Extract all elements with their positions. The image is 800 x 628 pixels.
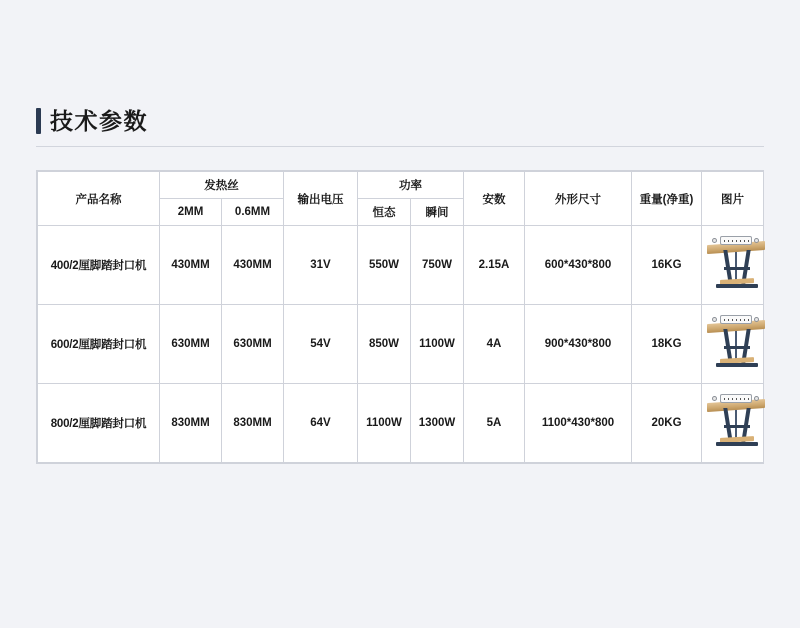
header-output-voltage: 输出电压	[284, 172, 358, 226]
cell-dimensions: 900*430*800	[525, 305, 632, 384]
title-divider	[36, 146, 764, 147]
cell-product-image	[702, 384, 764, 463]
sealing-machine-icon	[704, 392, 768, 454]
header-heating-wire: 发热丝	[160, 172, 284, 199]
cell-wire-06mm: 430MM	[222, 226, 284, 305]
cell-weight: 18KG	[632, 305, 702, 384]
cell-output-voltage: 31V	[284, 226, 358, 305]
cell-power-instant: 1300W	[411, 384, 464, 463]
page-title: 技术参数	[50, 107, 148, 134]
cell-wire-06mm: 830MM	[222, 384, 284, 463]
header-wire-2mm: 2MM	[160, 199, 222, 226]
table-row	[38, 226, 764, 305]
cell-dimensions: 600*430*800	[525, 226, 632, 305]
cell-weight: 20KG	[632, 384, 702, 463]
table-row	[38, 384, 764, 463]
header-power: 功率	[358, 172, 464, 199]
cell-wire-2mm: 830MM	[160, 384, 222, 463]
cell-current: 2.15A	[464, 226, 525, 305]
cell-wire-2mm: 630MM	[160, 305, 222, 384]
cell-current: 5A	[464, 384, 525, 463]
header-product-name: 产品名称	[38, 172, 160, 226]
cell-wire-06mm: 630MM	[222, 305, 284, 384]
cell-output-voltage: 64V	[284, 384, 358, 463]
title-accent-bar	[36, 108, 41, 134]
cell-dimensions: 1100*430*800	[525, 384, 632, 463]
sealing-machine-icon	[704, 234, 768, 296]
cell-product-name: 600/2厘脚踏封口机	[38, 305, 160, 384]
spec-table	[37, 171, 764, 463]
cell-power-instant: 1100W	[411, 305, 464, 384]
header-current: 安数	[464, 172, 525, 226]
cell-power-steady: 1100W	[358, 384, 411, 463]
cell-product-image	[702, 226, 764, 305]
section-title	[36, 108, 148, 134]
sealing-machine-icon	[704, 313, 768, 375]
cell-product-name: 400/2厘脚踏封口机	[38, 226, 160, 305]
header-image: 图片	[702, 172, 764, 226]
table-row	[38, 305, 764, 384]
cell-wire-2mm: 430MM	[160, 226, 222, 305]
table-header-row-1	[38, 172, 764, 199]
header-dimensions: 外形尺寸	[525, 172, 632, 226]
cell-product-image	[702, 305, 764, 384]
cell-power-instant: 750W	[411, 226, 464, 305]
cell-power-steady: 850W	[358, 305, 411, 384]
cell-product-name: 800/2厘脚踏封口机	[38, 384, 160, 463]
spec-table-container	[36, 170, 764, 464]
cell-weight: 16KG	[632, 226, 702, 305]
cell-current: 4A	[464, 305, 525, 384]
header-weight: 重量(净重)	[632, 172, 702, 226]
cell-power-steady: 550W	[358, 226, 411, 305]
header-power-steady: 恒态	[358, 199, 411, 226]
header-wire-06mm: 0.6MM	[222, 199, 284, 226]
header-power-instant: 瞬间	[411, 199, 464, 226]
cell-output-voltage: 54V	[284, 305, 358, 384]
